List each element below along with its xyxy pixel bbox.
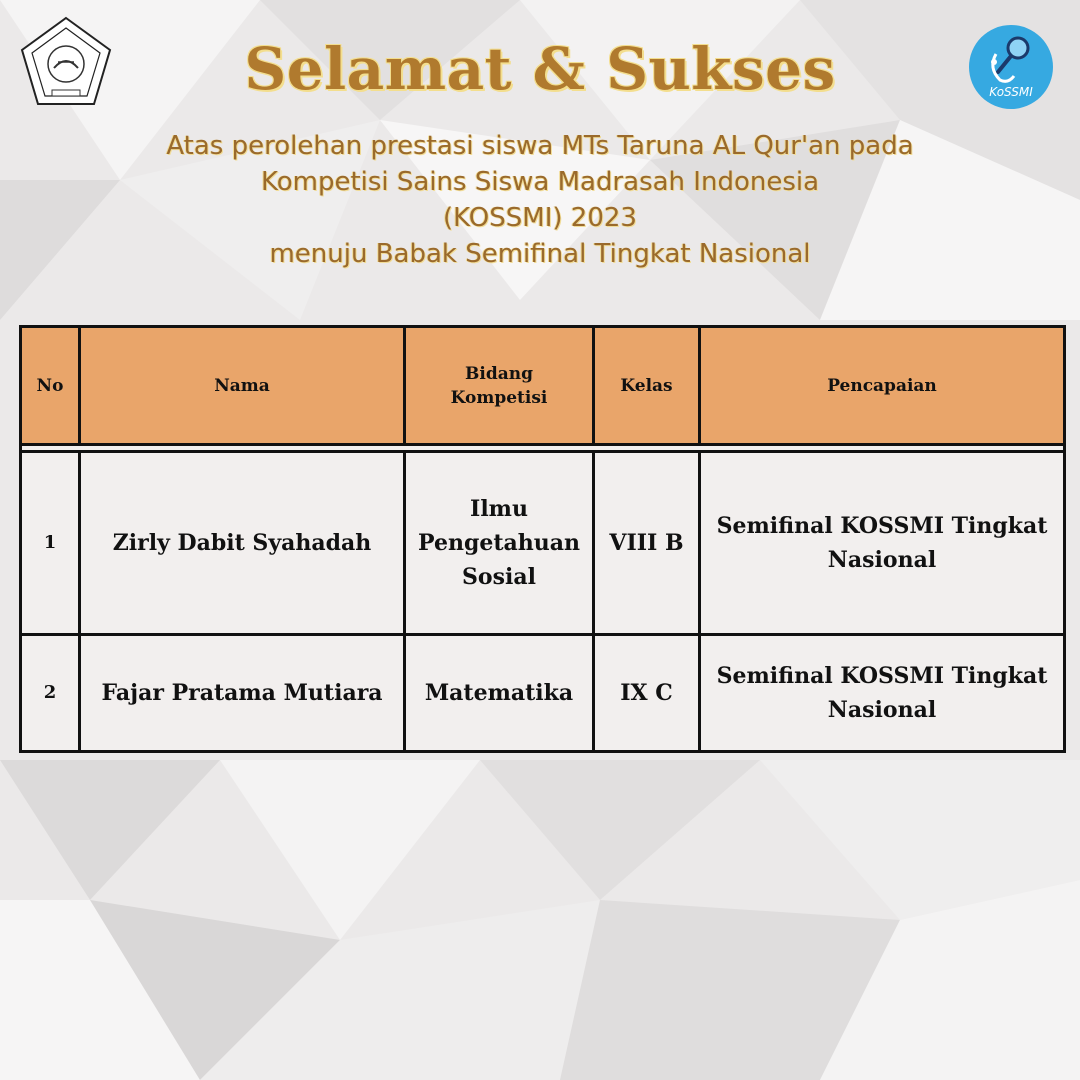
table-row: [21, 452, 1065, 635]
subtitle-line: menuju Babak Semifinal Tingkat Nasional: [269, 239, 811, 269]
results-table: [19, 325, 1066, 753]
cell-no: 1: [21, 452, 80, 635]
subtitle-line: Kompetisi Sains Siswa Madrasah Indonesia: [260, 167, 820, 197]
cell-bidang: Ilmu Pengetahuan Sosial: [405, 452, 594, 635]
column-header-bidang: Bidang Kompetisi: [405, 327, 594, 445]
column-header-pencapaian: Pencapaian: [700, 327, 1065, 445]
column-header-nama: Nama: [80, 327, 405, 445]
column-header-kelas: Kelas: [594, 327, 700, 445]
subtitle-line: (KOSSMI) 2023: [443, 203, 637, 233]
column-header-no: No: [21, 327, 80, 445]
cell-kelas: IX C: [594, 635, 700, 752]
table-header-row: [21, 327, 1065, 445]
cell-nama: Fajar Pratama Mutiara: [80, 635, 405, 752]
cell-pencapaian: Semifinal KOSSMI Tingkat Nasional: [700, 635, 1065, 752]
page-title: Selamat & Sukses: [244, 35, 836, 103]
cell-pencapaian: Semifinal KOSSMI Tingkat Nasional: [700, 452, 1065, 635]
cell-kelas: VIII B: [594, 452, 700, 635]
subtitle: [0, 128, 1080, 272]
subtitle-line: Atas perolehan prestasi siswa MTs Taruna AL Qur'an pada: [166, 131, 914, 161]
cell-no: 2: [21, 635, 80, 752]
kossmi-logo-text: KoSSMI: [989, 85, 1033, 99]
cell-bidang: Matematika: [405, 635, 594, 752]
cell-nama: Zirly Dabit Syahadah: [80, 452, 405, 635]
table-row: [21, 635, 1065, 752]
